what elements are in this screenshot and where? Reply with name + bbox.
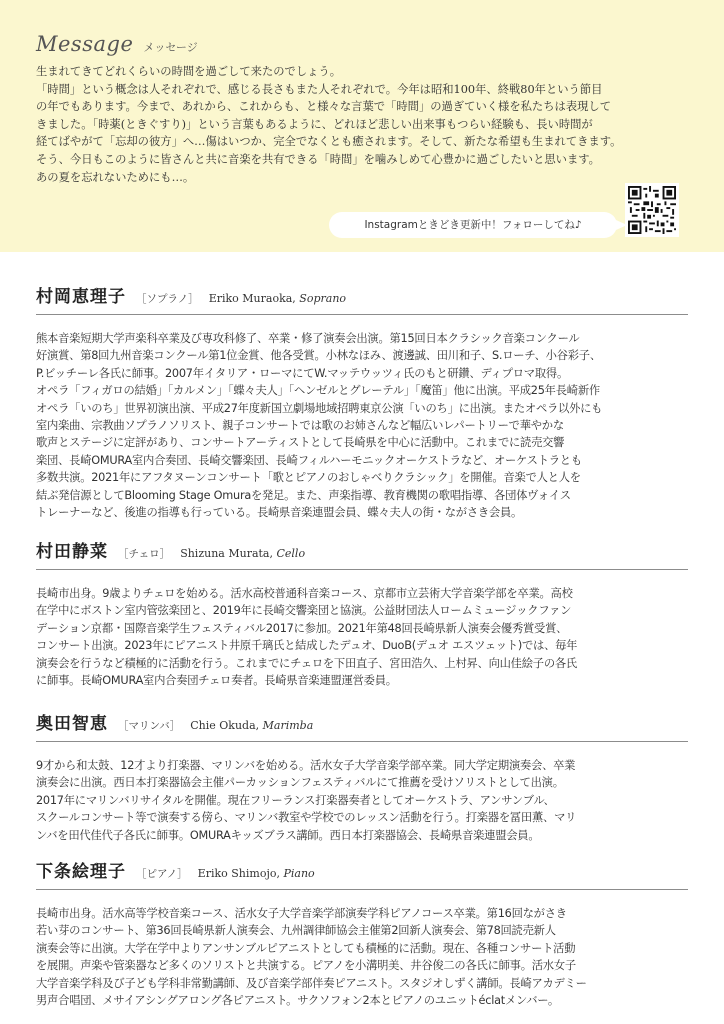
bio-line: 男声合唱団、メサイアシングアロング各ピアニスト。サクソフォン2本とピアノのユニットéclatメンバー。 (36, 994, 559, 1008)
performer-roman-name (198, 867, 315, 880)
performer-profile-shimojo (36, 857, 688, 1009)
performer-bio (36, 905, 688, 1009)
message-line: きました。「時薬(ときぐすり)」という言葉もあるように、どれほど悲しい出来事もつらい経験も、長い時間が (36, 117, 593, 131)
bio-line: 2017年にマリンバリサイタルを開催。現在フリーランス打楽器奏者としてオーケストラ、アンサンブル、 (36, 793, 555, 807)
bio-line: P.ビッチーレ各氏に師事。2007年イタリア・ローマにてW.マッテウッツィ氏のもと研鑽、ディプロマ取得。 (36, 366, 568, 380)
bio-line: トレーナーなど、後進の指導も行っている。長崎県音楽連盟会員、蝶々夫人の街・ながさき会員。 (36, 506, 523, 520)
message-panel (0, 0, 724, 252)
message-body (36, 63, 692, 186)
performer-name: 下条絵理子 (36, 862, 126, 882)
performer-roman-name (180, 547, 305, 560)
performer-bio (36, 757, 688, 844)
performer-bio (36, 330, 688, 521)
bio-line: 9才から和太鼓、12才より打楽器、マリンバを始める。活水女子大学音楽学部卒業。同大学定期演奏会、卒業 (36, 759, 576, 772)
message-title-en: Message (36, 32, 134, 56)
roman-instrument: Soprano (299, 292, 347, 305)
bio-line: 室内楽曲、宗教曲ソプラノソリスト、親子コンサートでは歌のお姉さんなど幅広いレパートリーで華やかな (36, 419, 564, 433)
instagram-qr-code[interactable] (625, 183, 679, 237)
performer-instrument: ［ピアノ］ (136, 868, 188, 880)
performer-header (36, 282, 688, 315)
roman-name: Eriko Muraoka, (208, 292, 296, 305)
performer-header (36, 857, 688, 890)
bio-line: 多数共演。2021年にアフタヌーンコンサート「歌とピアノのおしゃべりクラシック」を開催。音楽で人と人を (36, 471, 581, 485)
bio-line: 好演賞、第8回九州音楽コンクール第1位金賞、他各受賞。小林なほみ、渡邊誠、田川和子、S.ローチ、小谷彩子、 (36, 349, 601, 363)
bio-line: 長崎市出身。活水高等学校音楽コース、活水女子大学音楽学部演奏学科ピアノコース卒業。第16回ながさき (36, 907, 567, 920)
bio-line: 在学中にボストン室内管弦楽団と、2019年に長崎交響楽団と協演。公益財団法人ロームミュージックファン (36, 604, 572, 618)
performer-name: 奥田智恵 (36, 714, 108, 734)
bio-line: コンサート出演。2023年にピアニスト井原千璃氏と結成したデュオ、DuoB(デュオ エスツェット)では、毎年 (36, 639, 578, 653)
bio-line: ンバを田代佳代子各氏に師事。OMURAキッズブラス講師。西日本打楽器協会、長崎県音楽連盟会員。 (36, 828, 540, 842)
performer-profile-murata (36, 537, 688, 689)
performer-name: 村岡恵理子 (36, 287, 126, 307)
performer-header (36, 709, 688, 742)
bio-line: デーション京都・国際音楽学生フェスティバル2017に参加。2021年第48回長崎県新人演奏会優秀賞受賞、 (36, 621, 568, 635)
roman-name: Chie Okuda, (190, 719, 260, 732)
bio-line: スクールコンサート等で演奏する傍ら、マリンバ教室や学校でのレッスン活動を行う。打楽器を冨田薫、マリ (36, 811, 577, 825)
performer-instrument: ［ソプラノ］ (136, 293, 199, 305)
message-line: の年でもあります。今まで、あれから、これからも、と様々な言葉で「時間」の過ぎていく様を私たちは表現して (36, 100, 612, 114)
message-heading (36, 32, 198, 56)
performer-profile-okuda (36, 709, 688, 844)
performer-roman-name (190, 719, 313, 732)
performer-name: 村田静菜 (36, 542, 108, 562)
message-line: あの夏を忘れないためにも…。 (36, 170, 195, 184)
message-line: 生まれてきてどれくらいの時間を過ごして来たのでしょう。 (36, 65, 342, 78)
bio-line: 大学音楽学科及び子ども学科非常勤講師、及び音楽学部伴奏ピアニスト。スタジオしずく講師。長崎アカデミー (36, 976, 587, 990)
instagram-bubble: Instagramときどき更新中！フォローしてね♪ (329, 212, 617, 238)
roman-instrument: Marimba (262, 719, 314, 732)
bio-line: 長崎市出身。9歳よりチェロを始める。活水高校普通科音楽コース、京都市立芸術大学音楽学部を卒業。高校 (36, 587, 573, 600)
bio-line: 若い芽のコンサート、第36回長崎県新人演奏会、九州調律師協会主催第2回新人演奏会、第78回読売新人 (36, 924, 556, 938)
qr-code-icon (628, 186, 676, 234)
bio-line: オペラ「フィガロの結婚」「カルメン」「蝶々夫人」「ヘンゼルとグレーテル」「魔笛」他に出演。平成25年長崎新作 (36, 384, 600, 398)
bio-line: 演奏会を行うなど積極的に活動を行う。これまでにチェロを下田直子、宮田浩久、上村昇、向山佳絵子の各氏 (36, 656, 577, 670)
performer-bio (36, 585, 688, 689)
bio-line: を展開。声楽や管楽器など多くのソリストと共演する。ピアノを小溝明美、井谷俊二の各氏に師事。活水女子 (36, 959, 576, 973)
bio-line: 結ぶ発信源としてBlooming Stage Omuraを発足。また、声楽指導、教育機関の歌唱指導、各団体ヴォイス (36, 488, 571, 502)
performer-instrument: ［マリンバ］ (118, 720, 181, 732)
bio-line: 楽団、長崎OMURA室内合奏団、長崎交響楽団、長崎フィルハーモニックオーケストラなど、オーケストラとも (36, 453, 582, 467)
message-title-ja: メッセージ (143, 41, 198, 54)
bio-line: 歌声とステージに定評があり、コンサートアーティストとして長崎県を中心に活動中。これまでに読売交響 (36, 436, 565, 450)
performer-profile-muraoka (36, 282, 688, 521)
bio-line: 熊本音楽短期大学声楽科卒業及び専攻科修了、卒業・修了演奏会出演。第15回日本クラシック音楽コンクール (36, 332, 580, 345)
bio-line: に師事。長崎OMURA室内合奏団チェロ奏者。長崎県音楽連盟運営委員。 (36, 674, 397, 688)
performer-instrument: ［チェロ］ (118, 548, 171, 560)
bio-line: 演奏会等に出演。大学在学中よりアンサンブルピアニストとしても積極的に活動。現在、各種コンサート活動 (36, 941, 576, 955)
message-line: 「時間」という概念は人それぞれで、感じる長さもまた人それぞれで。今年は昭和100年、終戦80年という節目 (36, 82, 603, 96)
performer-roman-name (209, 292, 346, 305)
bio-line: オペラ「いのち」世界初演出演、平成27年度新国立劇場地域招聘東京公演「いのち」に出演。またオペラ以外にも (36, 401, 603, 415)
roman-instrument: Cello (276, 547, 306, 560)
message-line: そう、今日もこのように皆さんと共に音楽を共有できる「時間」を噛みしめて心豊かに過ごしたいと思います。 (36, 152, 600, 166)
roman-name: Shizuna Murata, (180, 547, 273, 560)
message-line: 経てばやがて「忘却の彼方」へ…傷はいつか、完全でなくとも癒されます。そして、新たな希望も生まれてきます。 (36, 135, 622, 149)
bio-line: 演奏会に出演。西日本打楽器協会主催パーカッションフェスティバルにて推薦を受けソリストとして出演。 (36, 776, 564, 790)
roman-name: Eriko Shimojo, (197, 867, 280, 880)
performer-header (36, 537, 688, 570)
roman-instrument: Piano (283, 867, 315, 880)
